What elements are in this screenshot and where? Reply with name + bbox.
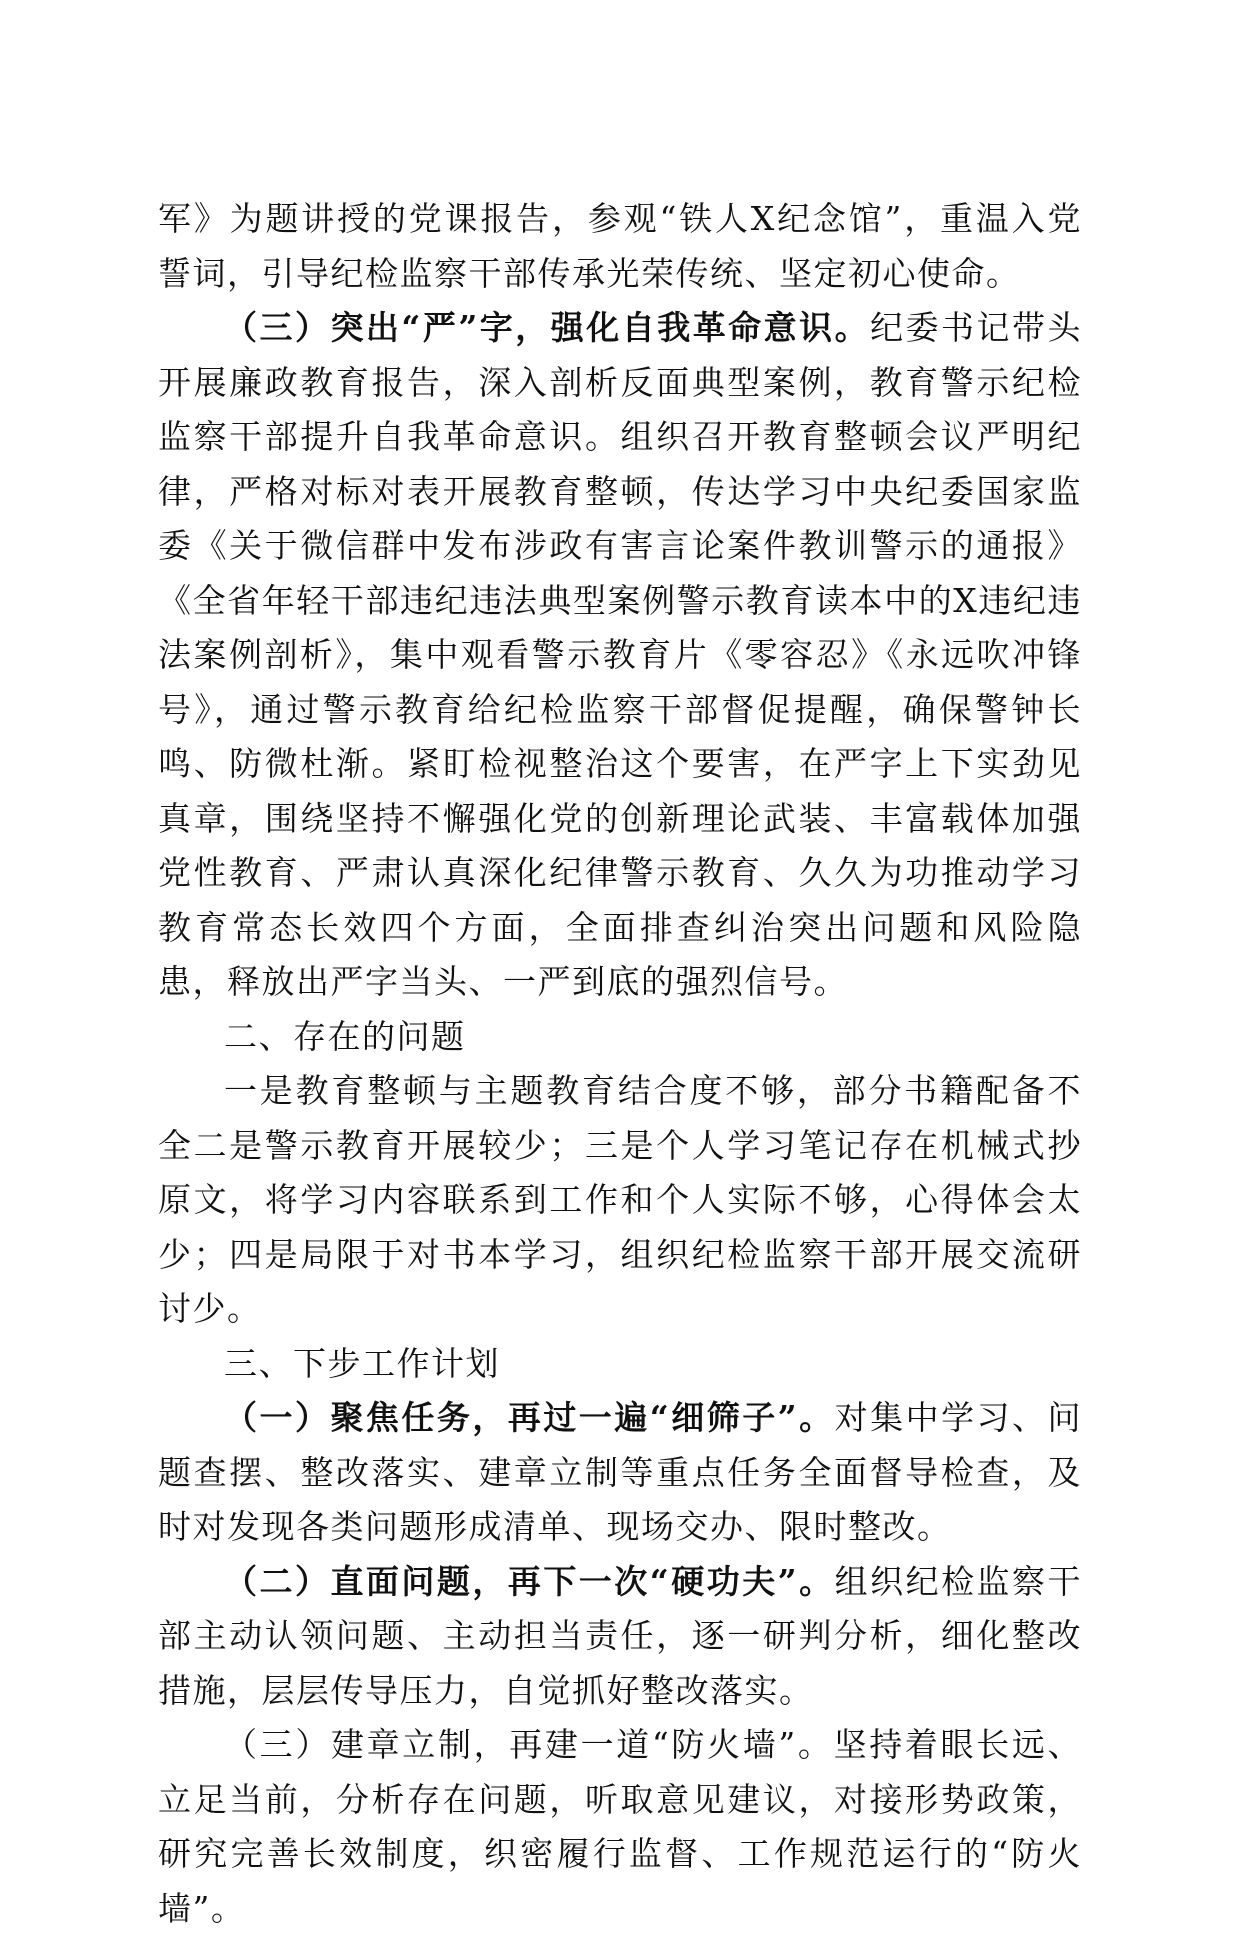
paragraph-lead: （三）突出“严”字，强化自我革命意识。 — [224, 308, 871, 347]
plan-item-lead: （二）直面问题，再下一次“硬功夫”。 — [224, 1561, 835, 1601]
plan-item-1 — [158, 1391, 1082, 1555]
section-heading-plan: 三、下步工作计划 — [224, 1343, 500, 1383]
paragraph-continuation — [158, 192, 1082, 301]
paragraph-problems — [158, 1064, 1082, 1337]
plan-item-text: 对集中学习、问题查摆、整改落实、建章立制等重点任务全面督导检查，及时对发现各类问题形成清单、现场交办、限时整改。 — [158, 1398, 1083, 1546]
paragraph-text: 一是教育整顿与主题教育结合度不够，部分书籍配备不全二是警示教育开展较少；三是个人学习笔记存在机械式抄原文，将学习内容联系到工作和个人实际不够，心得体会太少；四是局限于对书本学习，组织纪检监察干部开展交流研讨少。 — [158, 1071, 1082, 1328]
paragraph-text: 军》为题讲授的党课报告，参观“铁人X纪念馆”，重温入党誓词，引导纪检监察干部传承光荣传统、坚定初心使命。 — [158, 199, 1082, 293]
plan-item-2 — [158, 1555, 1082, 1719]
plan-item-text: 坚持着眼长远、立足当前，分析存在问题，听取意见建议，对接形势政策，研究完善长效制度，织密履行监督、工作规范运行的“防火墙”。 — [158, 1725, 1082, 1928]
plan-item-3 — [158, 1718, 1082, 1936]
document-body — [158, 192, 1082, 1936]
paragraph-strict — [158, 301, 1082, 1010]
plan-item-lead: （一）聚焦任务，再过一遍“细筛子”。 — [224, 1398, 835, 1437]
plan-item-lead: （三）建章立制，再建一道“防火墙”。 — [224, 1725, 834, 1764]
plan-item-text: 组织纪检监察干部主动认领问题、主动担当责任，逐一研判分析，细化整改措施，层层传导压力，自觉抓好整改落实。 — [158, 1561, 1083, 1710]
section-heading-problems: 二、存在的问题 — [224, 1016, 466, 1056]
paragraph-text: 纪委书记带头开展廉政教育报告，深入剖析反面典型案例，教育警示纪检监察干部提升自我革命意识。组织召开教育整顿会议严明纪律，严格对标对表开展教育整顿，传达学习中央纪委国家监委《关于微信群中发布涉政有害言论案件教训警示的通报》《全省年轻干部违纪违法典型案例警示教育读本中的X违纪违法案例剖析》，集中观看警示教育片《零容忍》《永远吹冲锋号》，通过警示教育给纪检监察干部督促提醒，确保警钟长鸣、防微杜渐。紧盯检视整治这个要害，在严字上下实劲见真章，围绕坚持不懈强化党的创新理论武装、丰富载体加强党性教育、严肃认真深化纪律警示教育、久久为功推动学习教育常态长效四个方面，全面排查纠治突出问题和风险隐患，释放出严字当头、一严到底的强烈信号。 — [158, 308, 1082, 1001]
